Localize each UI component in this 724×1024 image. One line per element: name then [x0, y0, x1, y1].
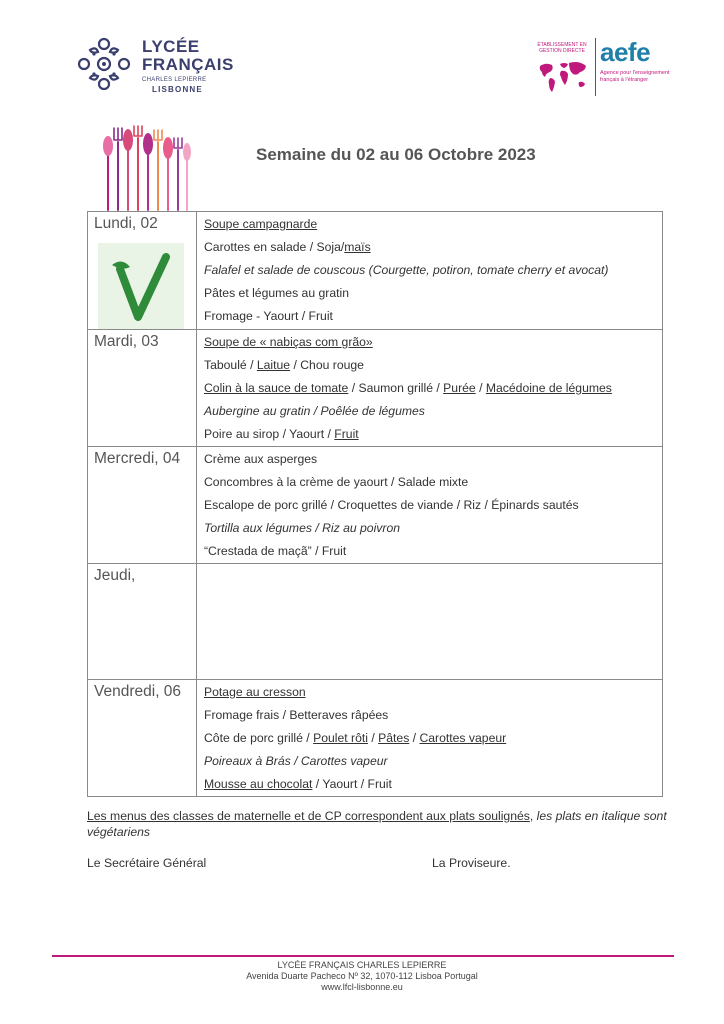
dish-list — [197, 447, 662, 563]
day-label: Jeudi, — [94, 567, 136, 584]
dish-line — [204, 681, 662, 704]
aefe-establishment-label: ÉTABLISSEMENT EN GESTION DIRECTE — [537, 42, 587, 54]
dish-line — [204, 773, 662, 796]
signature-secretary: Le Secrétaire Général — [87, 856, 207, 870]
dish-text: Côte de porc grillé / — [204, 731, 314, 745]
dish-text: Aubergine au gratin / Poêlée de légumes — [204, 404, 425, 418]
dish-list — [197, 680, 662, 796]
dish-text: Mousse au chocolat — [204, 777, 313, 791]
aefe-brand: aefe — [600, 37, 651, 67]
school-emblem-icon — [72, 32, 136, 96]
weekly-menu-table — [87, 211, 663, 797]
footer — [0, 960, 724, 993]
dish-text: Carottes en salade / Soja/ — [204, 240, 345, 254]
dish-text: Soupe campagnarde — [204, 217, 318, 231]
day-label: Mardi, 03 — [94, 333, 159, 350]
signature-principal: La Proviseure. — [432, 856, 511, 870]
school-logo-line1: LYCÉE — [142, 37, 200, 56]
dish-text: maïs — [344, 240, 371, 254]
aefe-logo — [530, 34, 680, 100]
day-label: Lundi, 02 — [94, 215, 158, 232]
dish-text: / Saumon grillé / — [348, 381, 444, 395]
menu-row — [88, 447, 663, 564]
dish-line — [204, 704, 662, 727]
dishes-cell — [197, 564, 663, 680]
cutlery-illustration-icon — [100, 124, 192, 212]
dish-line — [204, 213, 662, 236]
dish-text: Concombres à la crème de yaourt / Salade mixte — [204, 475, 469, 489]
day-cell — [88, 447, 197, 564]
dish-text: Poireaux à Brás / Carottes vapeur — [204, 754, 388, 768]
school-logo-line2: FRANÇAIS — [142, 55, 234, 74]
footer-address: Avenida Duarte Pacheco Nº 32, 1070-112 Lisboa Portugal — [246, 971, 478, 981]
dish-line — [204, 259, 662, 282]
footer-school-name: LYCÉE FRANÇAIS CHARLES LEPIERRE — [277, 960, 447, 970]
dish-line — [204, 494, 662, 517]
dish-text: Macédoine de légumes — [485, 381, 612, 395]
footer-divider — [52, 955, 674, 957]
menu-row — [88, 564, 663, 680]
day-cell — [88, 564, 197, 680]
day-cell — [88, 212, 197, 330]
day-cell — [88, 680, 197, 797]
menu-row — [88, 212, 663, 330]
dish-text: Escalope de porc grillé / Croquettes de viande / Riz / Épinards sautés — [204, 498, 579, 512]
dish-text: / — [409, 731, 420, 745]
dish-text: Soupe de « nabiças com grão» — [204, 335, 373, 349]
aefe-agency-label: Agence pour l'enseignement français à l'étranger — [600, 70, 670, 83]
world-map-icon — [536, 58, 590, 94]
dish-text: Colin à la sauce de tomate — [204, 381, 349, 395]
dish-line — [204, 400, 662, 423]
dish-line — [204, 727, 662, 750]
dish-line — [204, 354, 662, 377]
dish-text: Tortilla aux légumes / Riz au poivron — [204, 521, 400, 535]
dish-text: Fromage frais / Betteraves râpées — [204, 708, 389, 722]
dish-line — [204, 540, 662, 563]
dish-text: / Yaourt / Fruit — [312, 777, 392, 791]
dish-text: Fromage - Yaourt / Fruit — [204, 309, 333, 323]
dish-line — [204, 236, 662, 259]
dish-line — [204, 282, 662, 305]
dishes-cell — [197, 212, 663, 330]
dish-text: Pâtes — [378, 731, 410, 745]
note-italic: les plats en italique sont végétariens — [87, 809, 667, 839]
page-title: Semaine du 02 au 06 Octobre 2023 — [256, 145, 536, 164]
dish-line — [204, 423, 662, 446]
day-label: Mercredi, 04 — [94, 450, 181, 467]
dishes-cell — [197, 680, 663, 797]
note-underlined: Les menus des classes de maternelle et de CP correspondent aux plats soulignés — [87, 809, 530, 823]
dish-text: Potage au cresson — [204, 685, 306, 699]
day-label: Vendredi, 06 — [94, 683, 182, 700]
dish-text: Poulet rôti — [313, 731, 368, 745]
dish-text: Carottes vapeur — [419, 731, 507, 745]
menu-row — [88, 680, 663, 797]
dish-text: Taboulé / — [204, 358, 257, 372]
dish-line — [204, 305, 662, 328]
menu-body — [88, 212, 663, 797]
dish-list — [197, 330, 662, 446]
empty-dishes — [197, 564, 662, 679]
dish-text: Falafel et salade de couscous (Courgette, potiron, tomate cherry et avocat) — [204, 263, 609, 277]
aefe-divider — [595, 38, 596, 96]
dish-list — [197, 212, 662, 328]
menu-row — [88, 330, 663, 447]
school-logo-line4: LISBONNE — [152, 85, 203, 94]
menu-note — [87, 808, 667, 840]
dish-text: / Chou rouge — [290, 358, 364, 372]
dish-text: / — [475, 381, 486, 395]
dish-text: Crème aux asperges — [204, 452, 318, 466]
dish-line — [204, 331, 662, 354]
day-cell — [88, 330, 197, 447]
dish-text: / — [367, 731, 379, 745]
school-logo — [72, 32, 242, 98]
dish-line — [204, 377, 662, 400]
school-logo-line3: CHARLES LEPIERRE — [142, 77, 207, 83]
dish-text: Pâtes et légumes au gratin — [204, 286, 349, 300]
dish-line — [204, 517, 662, 540]
dish-line — [204, 448, 662, 471]
dish-text: Laitue — [256, 358, 291, 372]
dish-line — [204, 471, 662, 494]
dish-text: Poire au sirop / Yaourt / — [204, 427, 335, 441]
dish-line — [204, 750, 662, 773]
note-separator: , — [529, 809, 537, 823]
vegetarian-leaf-icon — [98, 243, 184, 329]
dishes-cell — [197, 330, 663, 447]
footer-website: www.lfcl-lisbonne.eu — [321, 982, 403, 992]
dish-text: Fruit — [334, 427, 359, 441]
dish-text: Purée — [443, 381, 476, 395]
dishes-cell — [197, 447, 663, 564]
dish-text: “Crestada de maçã” / Fruit — [204, 544, 347, 558]
